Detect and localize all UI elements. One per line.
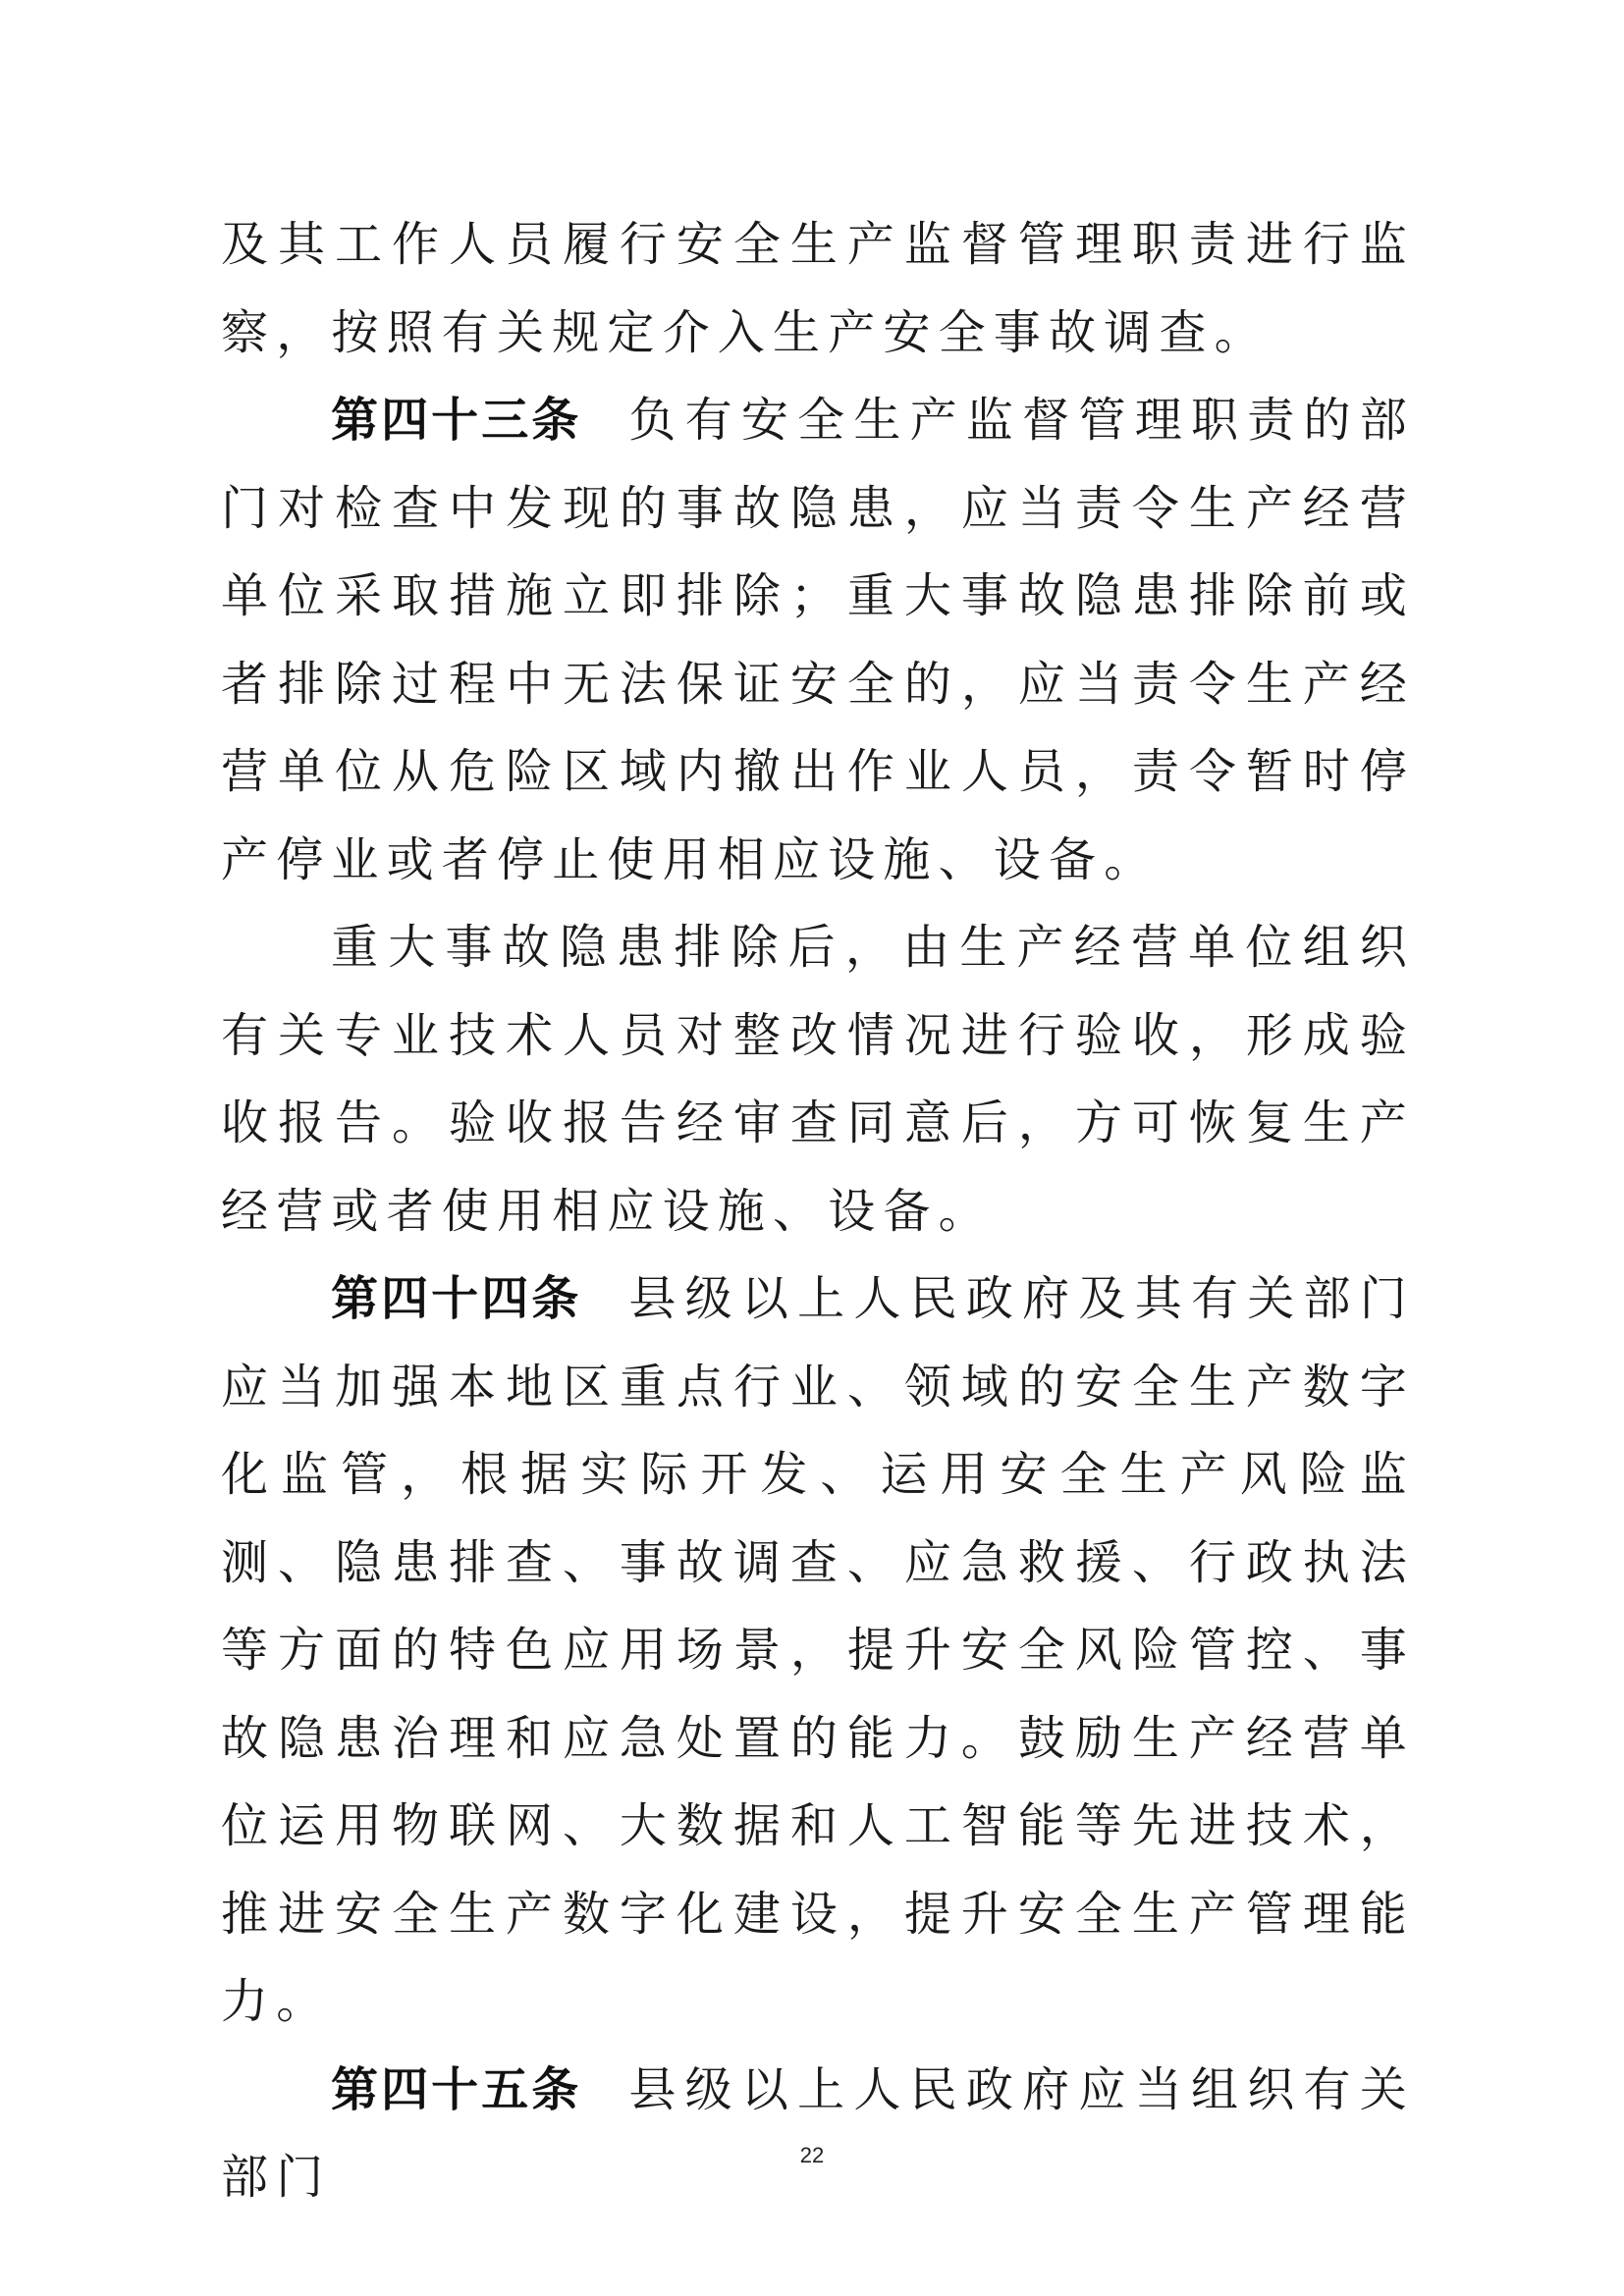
paragraph-text: 县级以上人民政府及其有关部门应当加强本地区重点行业、领域的安全生产数字化监管，根据实际开发、运用安全生产风险监测、隐患排查、事故调查、应急救援、行政执法等方面的特色应用场景，提升安全风险管控、事故隐患治理和应急处置的能力。鼓励生产经营单位运用物联网、大数据和人工智能等先进技术，推进安全生产数字化建设，提升安全生产管理能力。	[221, 1271, 1415, 2029]
article-43-paragraph-2	[221, 904, 1415, 1255]
page-number: 22	[799, 2143, 825, 2167]
article-44-paragraph	[221, 1255, 1415, 2047]
article-45-paragraph	[221, 2047, 1415, 2222]
paragraph-continuation	[221, 201, 1415, 377]
paragraph-text: 及其工作人员履行安全生产监督管理职责进行监察，按照有关规定介入生产安全事故调查。	[221, 217, 1415, 360]
body-text	[221, 201, 1415, 2222]
paragraph-text: 县级以上人民政府应当组织有关部门	[221, 2061, 1415, 2205]
article-number: 第四十四条	[331, 1271, 582, 1326]
paragraph-text: 重大事故隐患排除后，由生产经营单位组织有关专业技术人员对整改情况进行验收，形成验收报告。验收报告经审查同意后，方可恢复生产经营或者使用相应设施、设备。	[221, 920, 1415, 1239]
article-number: 第四十三条	[331, 393, 582, 448]
paragraph-text: 负有安全生产监督管理职责的部门对检查中发现的事故隐患，应当责令生产经营单位采取措施立即排除；重大事故隐患排除前或者排除过程中无法保证安全的，应当责令生产经营单位从危险区域内撤出作业人员，责令暂时停产停业或者停止使用相应设施、设备。	[221, 393, 1415, 887]
article-43-paragraph	[221, 377, 1415, 904]
article-number: 第四十五条	[331, 2061, 582, 2117]
